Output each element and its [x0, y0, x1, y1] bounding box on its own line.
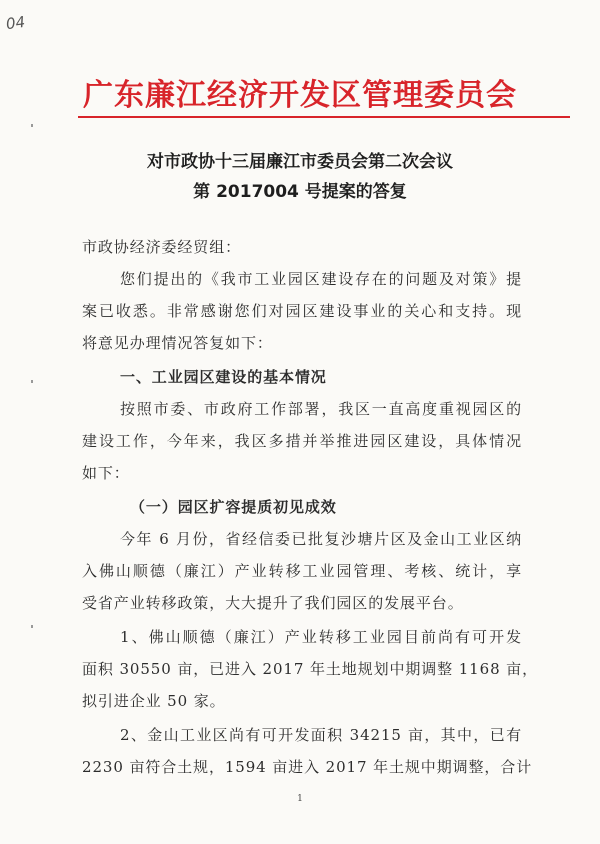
subsection-body-line: 受省产业转移政策，大大提升了我们园区的发展平台。: [82, 594, 464, 612]
section-body-line: 如下：: [82, 464, 130, 482]
intro-line: 将意见办理情况答复如下：: [82, 334, 273, 352]
intro-line: 案已收悉。非常感谢您们对园区建设事业的关心和支持。现: [82, 302, 522, 320]
subsection-body-line: 入佛山顺德（廉江）产业转移工业园管理、考核、统计，享: [82, 562, 522, 580]
margin-mark: [31, 625, 33, 628]
margin-mark: [31, 380, 33, 383]
document-title-line-1: 对市政协十三届廉江市委员会第二次会议: [147, 152, 453, 172]
letterhead-rule: [78, 116, 570, 118]
intro-line: 您们提出的《我市工业园区建设存在的问题及对策》提: [120, 270, 522, 288]
section-body-line: 按照市委、市政府工作部署，我区一直高度重视园区的: [120, 400, 522, 418]
page-number: 1: [297, 794, 303, 804]
handwritten-page-mark: 04: [4, 12, 27, 34]
item-2-line: 2、金山工业区尚有可开发面积 34215 亩，其中，已有: [120, 726, 522, 744]
item-1-line: 1、佛山顺德（廉江）产业转移工业园目前尚有可开发: [120, 628, 522, 646]
subsection-body-line: 今年 6 月份，省经信委已批复沙塘片区及金山工业区纳: [120, 530, 522, 548]
section-heading: 一、工业园区建设的基本情况: [120, 368, 327, 386]
subsection-heading: （一）园区扩容提质初见成效: [130, 498, 337, 516]
letterhead-title: 广东廉江经济开发区管理委员会: [83, 78, 517, 113]
item-2-line: 2230 亩符合土规，1594 亩进入 2017 年土规中期调整，合计: [82, 758, 533, 776]
document-title-line-2: 第 2017004 号提案的答复: [193, 182, 407, 202]
section-body-line: 建设工作，今年来，我区多措并举推进园区建设，具体情况: [82, 432, 522, 450]
recipient-line: 市政协经济委经贸组：: [82, 238, 242, 256]
margin-mark: [31, 124, 33, 127]
item-1-line: 面积 30550 亩，已进入 2017 年土地规划中期调整 1168 亩，: [82, 660, 538, 678]
item-1-line: 拟引进企业 50 家。: [82, 692, 226, 710]
